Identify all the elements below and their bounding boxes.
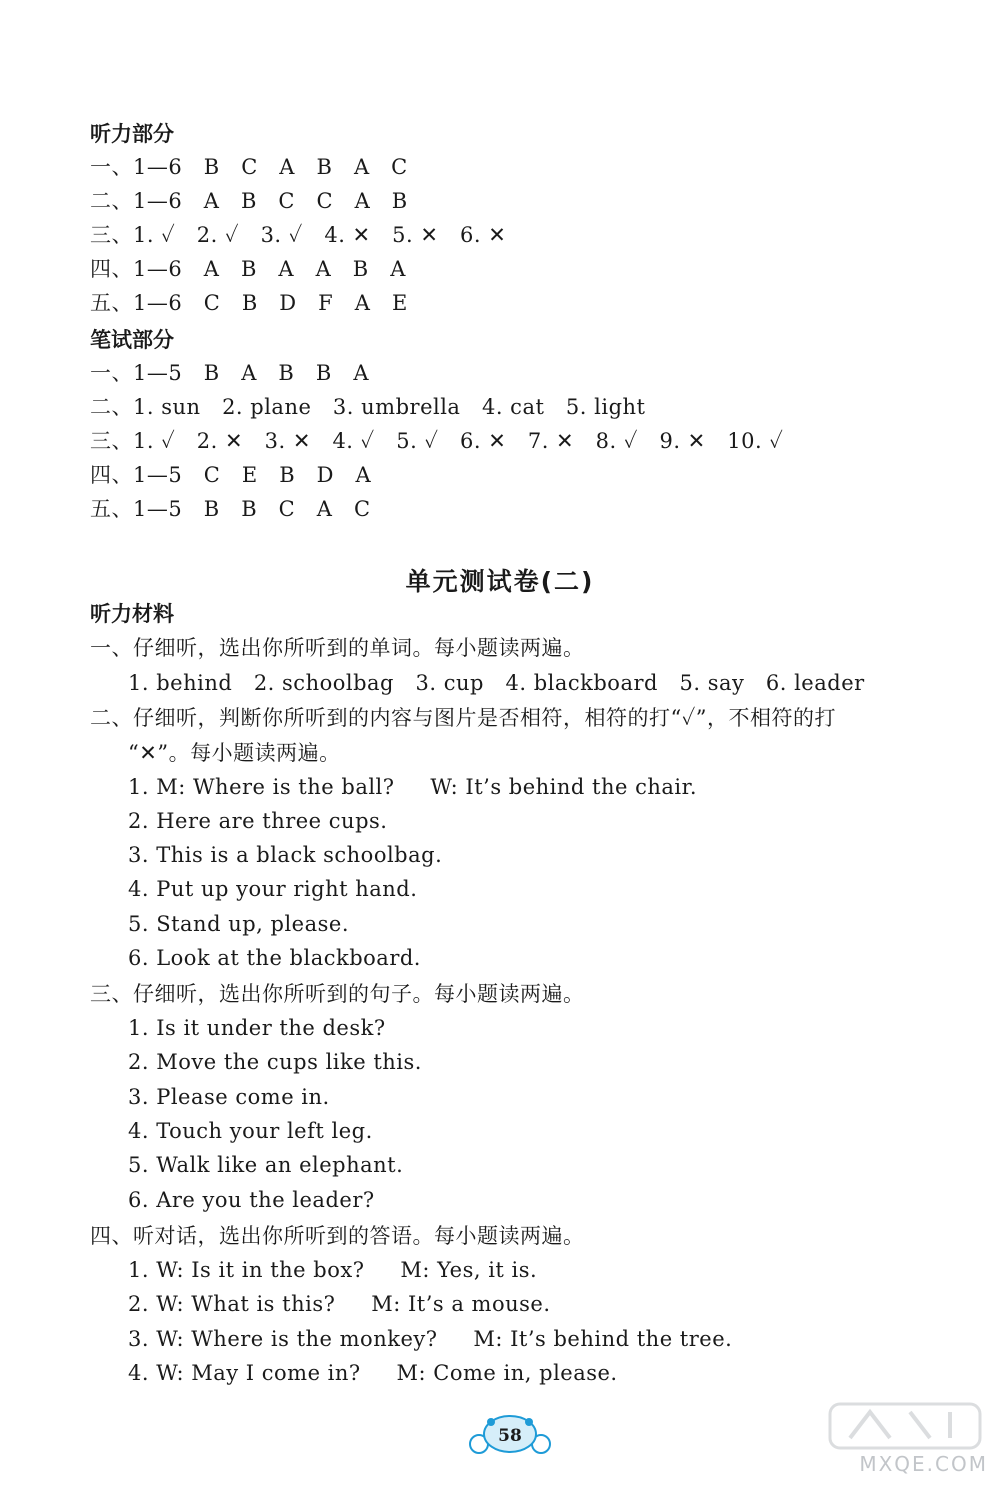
materials-heading: 听力材料 bbox=[90, 602, 174, 626]
page-number-badge bbox=[465, 1412, 555, 1456]
answer-line: 五、1—5 B B C A C bbox=[90, 497, 371, 521]
item: 5. Stand up, please. bbox=[128, 912, 350, 936]
item: 2. Move the cups like this. bbox=[128, 1050, 422, 1074]
page-badge-icon bbox=[465, 1412, 555, 1456]
question: 一、仔细听，选出你所听到的单词。每小题读两遍。 bbox=[90, 636, 585, 660]
page-number: 58 bbox=[498, 1426, 522, 1446]
answer-line: 二、1. sun 2. plane 3. umbrella 4. cat 5. light bbox=[90, 395, 646, 419]
answer-line: 二、1—6 A B C C A B bbox=[90, 189, 408, 213]
watermark-text: MXQE.COM bbox=[859, 1452, 988, 1476]
item: 3. Please come in. bbox=[128, 1085, 330, 1109]
question: 二、仔细听，判断你所听到的内容与图片是否相符，相符的打“✓”，不相符的打 bbox=[90, 706, 837, 730]
answer-line: 一、1—6 B C A B A C bbox=[90, 155, 408, 179]
answer-line: 四、1—5 C E B D A bbox=[90, 463, 372, 487]
item: 4. Touch your left leg. bbox=[128, 1119, 373, 1143]
item: 4. Put up your right hand. bbox=[128, 877, 418, 901]
item: 2. W: What is this? M: It’s a mouse. bbox=[128, 1292, 551, 1316]
answer-line: 三、1. ✓ 2. ✓ 3. ✓ 4. ✕ 5. ✕ 6. ✕ bbox=[90, 223, 507, 247]
item: 2. Here are three cups. bbox=[128, 809, 388, 833]
answer-line: 一、1—5 B A B B A bbox=[90, 361, 369, 385]
question-continued: “✕”。每小题读两遍。 bbox=[128, 741, 341, 765]
item: 1. Is it under the desk? bbox=[128, 1016, 386, 1040]
item: 6. Look at the blackboard. bbox=[128, 946, 421, 970]
listening-heading: 听力部分 bbox=[90, 122, 174, 146]
question: 三、仔细听，选出你所听到的句子。每小题读两遍。 bbox=[90, 982, 585, 1006]
item: 1. M: Where is the ball? W: It’s behind the chair. bbox=[128, 775, 698, 799]
writing-heading: 笔试部分 bbox=[90, 328, 174, 352]
item: 4. W: May I come in? M: Come in, please. bbox=[128, 1361, 618, 1385]
item: 1. W: Is it in the box? M: Yes, it is. bbox=[128, 1258, 538, 1282]
item: 1. behind 2. schoolbag 3. cup 4. blackboard 5. say 6. leader bbox=[128, 671, 865, 695]
item: 5. Walk like an elephant. bbox=[128, 1153, 404, 1177]
answer-line: 三、1. ✓ 2. ✕ 3. ✕ 4. ✓ 5. ✓ 6. ✕ 7. ✕ 8. ✓ 9. ✕ 10. ✓ bbox=[90, 429, 784, 453]
question: 四、听对话，选出你所听到的答语。每小题读两遍。 bbox=[90, 1224, 585, 1248]
item: 3. This is a black schoolbag. bbox=[128, 843, 443, 867]
unit-test-title: 单元测试卷(二) bbox=[405, 567, 595, 596]
answer-line: 四、1—6 A B A A B A bbox=[90, 257, 406, 281]
answer-line: 五、1—6 C B D F A E bbox=[90, 291, 408, 315]
item: 3. W: Where is the monkey? M: It’s behind the tree. bbox=[128, 1327, 733, 1351]
item: 6. Are you the leader? bbox=[128, 1188, 375, 1212]
